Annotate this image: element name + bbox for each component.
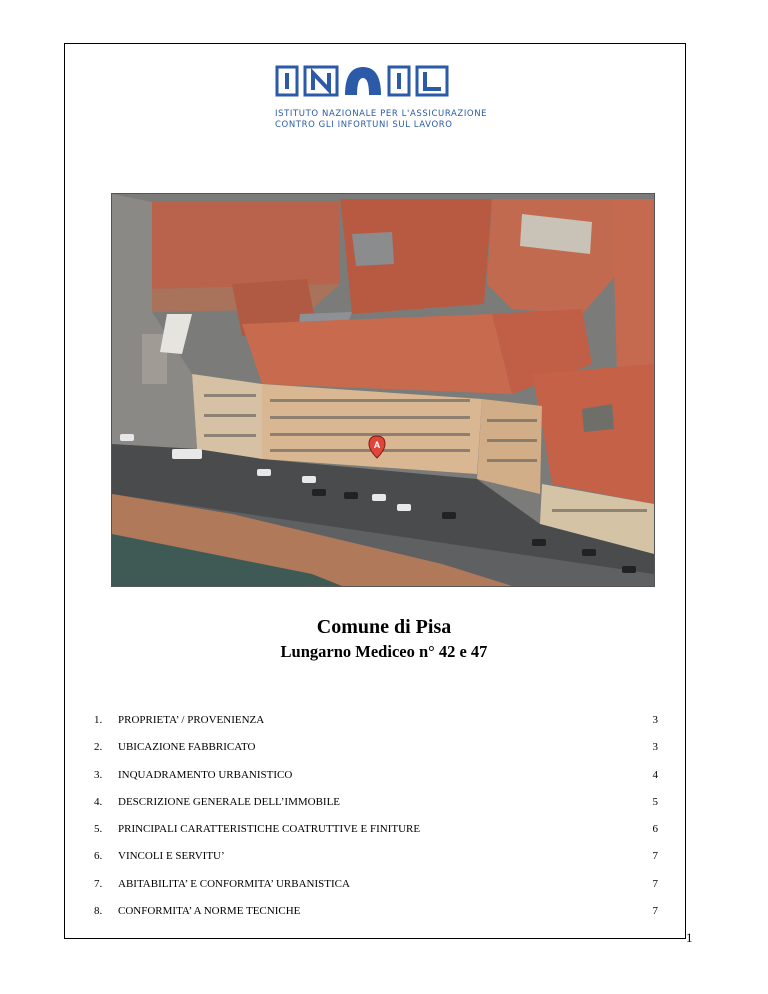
toc-entry-page: 4 <box>652 768 658 781</box>
toc-entry-page: 7 <box>652 877 658 890</box>
toc-entry-page: 7 <box>652 905 658 918</box>
toc-entry-number: 1. <box>94 714 103 726</box>
inail-wordmark-icon <box>275 64 485 98</box>
toc-entry[interactable] <box>94 878 658 905</box>
toc-entry[interactable] <box>94 823 658 850</box>
toc-entry-number: 6. <box>94 850 103 863</box>
toc-entry-label: INQUADRAMENTO URBANISTICO <box>118 768 293 781</box>
toc-entry-number: 2. <box>94 741 103 754</box>
toc-entry-number: 3. <box>94 768 103 781</box>
toc-entry-number: 8. <box>94 905 103 918</box>
table-of-contents <box>94 714 658 932</box>
toc-entry[interactable] <box>94 769 658 796</box>
toc-entry-label: UBICAZIONE FABBRICATO <box>118 741 256 754</box>
logo-line-2: CONTRO GLI INFORTUNI SUL LAVORO <box>275 120 453 130</box>
toc-entry-label: DESCRIZIONE GENERALE DELL’IMMOBILE <box>118 795 341 808</box>
toc-entry-page: 6 <box>652 823 658 836</box>
toc-entry-label: VINCOLI E SERVITU’ <box>118 850 225 863</box>
toc-entry[interactable] <box>94 796 658 823</box>
toc-entry[interactable] <box>94 714 658 741</box>
page-subtitle: Lungarno Mediceo n° 42 e 47 <box>280 642 488 661</box>
page-number: 1 <box>686 930 693 945</box>
aerial-photo-image <box>112 194 654 586</box>
toc-entry-page: 5 <box>652 795 658 808</box>
toc-entry-number: 5. <box>94 823 103 836</box>
aerial-photo <box>111 193 655 587</box>
location-marker-label: A <box>373 440 381 450</box>
toc-entry-number: 4. <box>94 795 103 808</box>
toc-entry-page: 3 <box>652 714 658 726</box>
toc-entry[interactable] <box>94 905 658 932</box>
toc-entry-label: PRINCIPALI CARATTERISTICHE COATRUTTIVE E FINITURE <box>118 823 421 836</box>
inail-logo <box>275 64 495 130</box>
logo-line-1: ISTITUTO NAZIONALE PER L'ASSICURAZIONE <box>275 109 488 119</box>
page-title: Comune di Pisa <box>316 616 452 638</box>
toc-entry-label: PROPRIETA’ / PROVENIENZA <box>118 714 265 726</box>
toc-entry-page: 7 <box>652 850 658 863</box>
toc-entry-label: ABITABILITA’ E CONFORMITA’ URBANISTICA <box>118 877 350 890</box>
toc-entry[interactable] <box>94 741 658 768</box>
toc-entry-label: CONFORMITA’ A NORME TECNICHE <box>118 905 301 918</box>
toc-entry[interactable] <box>94 850 658 877</box>
toc-entry-page: 3 <box>652 741 658 754</box>
toc-entry-number: 7. <box>94 877 103 890</box>
